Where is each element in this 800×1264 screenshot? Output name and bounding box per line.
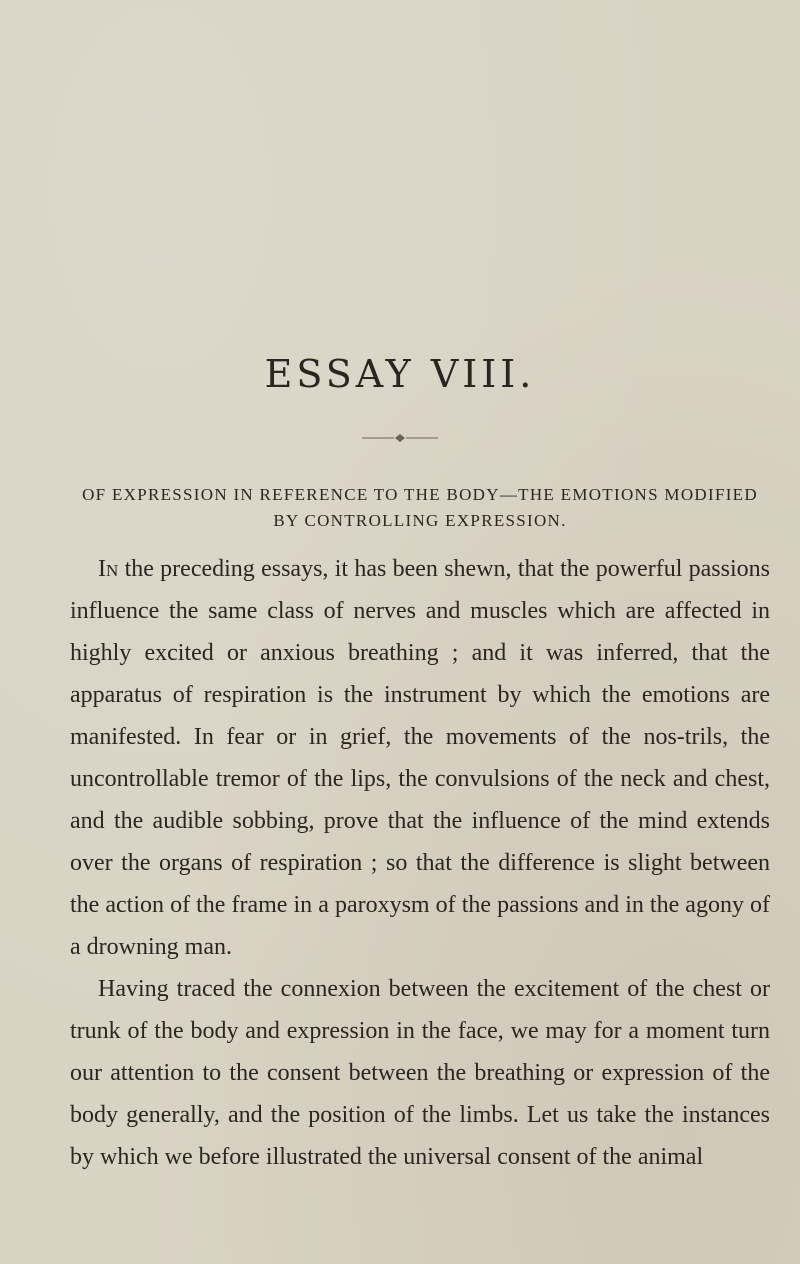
paragraph-2 [70,968,770,1178]
paragraph-lead: In [98,556,119,582]
paragraph-1 [70,548,770,968]
paragraph-text: Having traced the connexion between the excitement of the chest or trunk of the body and expression in the face, we may for a moment turn our attention to the consent between the breathing or expression of the body generally, and the position of the limbs. Let us take the instances by which we before illustrated the universal consent of the animal [70,976,770,1170]
rule-with-diamond-icon [360,433,440,443]
essay-title: ESSAY VIII. [264,352,536,396]
essay-body [70,548,770,1178]
paragraph-text: the preceding essays, it has been shewn, that the powerful passions influence the same class of nerves and muscles which are affected in highly excited or anxious breathing ; and it was inferred, that the apparatus of respiration is the instrument by which the emotions are manifested. In fear or in grief, the movements of the nos-trils, the uncontrollable tremor of the lips, the convulsions of the neck and chest, and the audible sobbing, prove that the influence of the mind extends over the organs of respiration ; so that the difference is slight between the action of the frame in a paroxysm of the passions and in the agony of a drowning man. [70,556,770,960]
essay-subtitle: OF EXPRESSION IN REFERENCE TO THE BODY—THE EMOTIONS MODIFIED BY CONTROLLING EXPRESSION. [82,485,758,530]
